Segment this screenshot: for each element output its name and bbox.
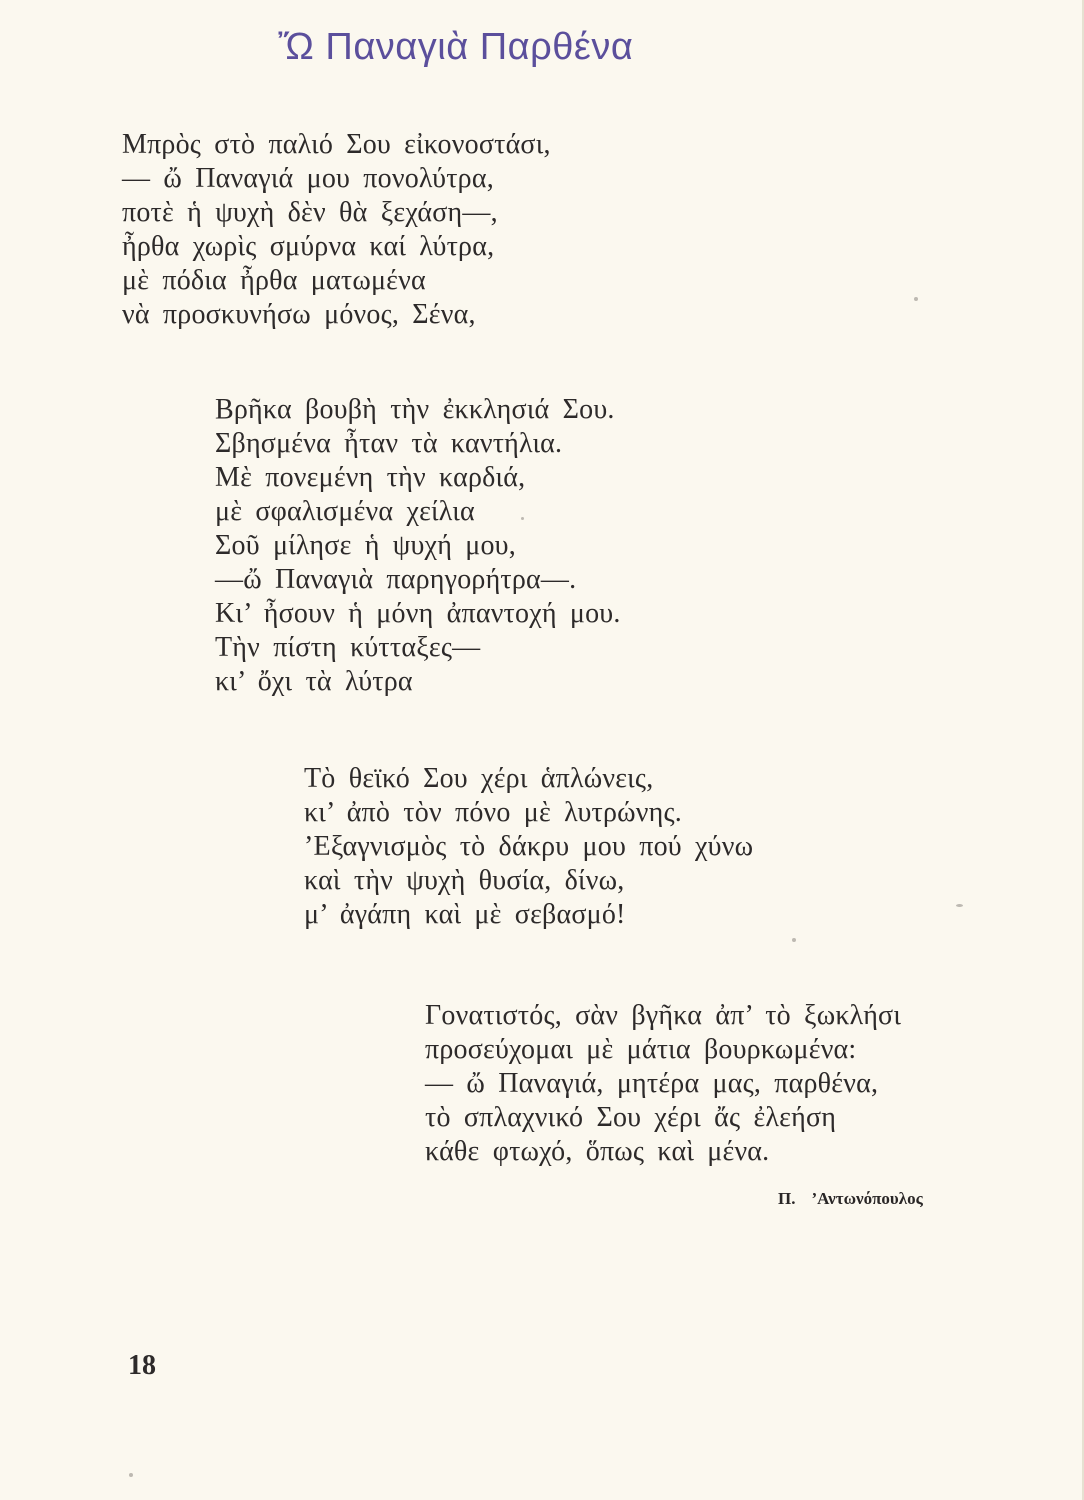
poem-line: ’Εξαγνισμὸς τὸ δάκρυ μου πού χύνω: [304, 831, 754, 862]
poem-line: μ’ ἀγάπη καὶ μὲ σεβασμό!: [304, 899, 626, 930]
poem-line: — ὤ Παναγιά μου πονολύτρα,: [122, 163, 494, 194]
poem-line: μὲ πόδια ἦρθα ματωμένα: [122, 265, 426, 296]
stanza-2: [215, 393, 621, 699]
paper-speck: [129, 1473, 133, 1477]
poem-line: —ὤ Παναγιὰ παρηγορήτρα—.: [215, 564, 577, 595]
poem-line: τὸ σπλαχνικό Σου χέρι ἄς ἐλεήση: [425, 1102, 837, 1133]
poem-line: μὲ σφαλισμένα χείλια: [215, 496, 475, 527]
poem-line: Μπρὸς στὸ παλιό Σου εἰκονοστάσι,: [122, 129, 551, 160]
author-initial: Π.: [778, 1189, 796, 1208]
poem-line: νὰ προσκυνήσω μόνος, Σένα,: [122, 299, 476, 330]
poem-line: Γονατιστός, σὰν βγῆκα ἀπ’ τὸ ξωκλήσι: [425, 1000, 902, 1031]
poem-line: προσεύχομαι μὲ μάτια βουρκωμένα:: [425, 1034, 857, 1065]
poem-line: Σοῦ μίλησε ἡ ψυχή μου,: [215, 530, 516, 561]
poem-line: ἦρθα χωρὶς σμύρνα καί λύτρα,: [122, 231, 495, 262]
poem-line: Βρῆκα βουβὴ τὴν ἐκκλησιά Σου.: [215, 394, 615, 425]
poem-line: κάθε φτωχό, ὅπως καὶ μένα.: [425, 1136, 770, 1167]
poem-line: Τὸ θεϊκό Σου χέρι ἁπλώνεις,: [304, 763, 654, 794]
stanza-4: [425, 999, 901, 1169]
author-signature: [778, 1189, 923, 1209]
poem-line: καὶ τὴν ψυχὴ θυσία, δίνω,: [304, 865, 625, 896]
paper-speck: [956, 904, 963, 907]
poem-line: Κι’ ἦσουν ἡ μόνη ἀπαντοχή μου.: [215, 598, 621, 629]
poem-title: Ὤ Παναγιὰ Παρθένα: [278, 26, 634, 68]
poem-line: — ὤ Παναγιά, μητέρα μας, παρθένα,: [425, 1068, 879, 1099]
paper-speck: [792, 938, 796, 942]
poem-line: ποτὲ ἡ ψυχὴ δὲν θὰ ξεχάση—,: [122, 197, 498, 228]
paper-speck: [914, 297, 918, 301]
stanza-1: [122, 128, 551, 332]
poem-line: κι’ ἀπὸ τὸν πόνο μὲ λυτρώνης.: [304, 797, 682, 828]
poem-line: Σβησμένα ἦταν τὰ καντήλια.: [215, 428, 563, 459]
stanza-3: [304, 762, 753, 932]
poem-line: Τὴν πίστη κύτταξες—: [215, 632, 481, 663]
poem-line: Μὲ πονεμένη τὴν καρδιά,: [215, 462, 526, 493]
poem-line: κι’ ὄχι τὰ λύτρα: [215, 666, 413, 697]
page-number: 18: [128, 1350, 156, 1381]
paper-speck: [521, 517, 524, 520]
author-surname: ’Αντωνόπουλος: [811, 1189, 923, 1208]
